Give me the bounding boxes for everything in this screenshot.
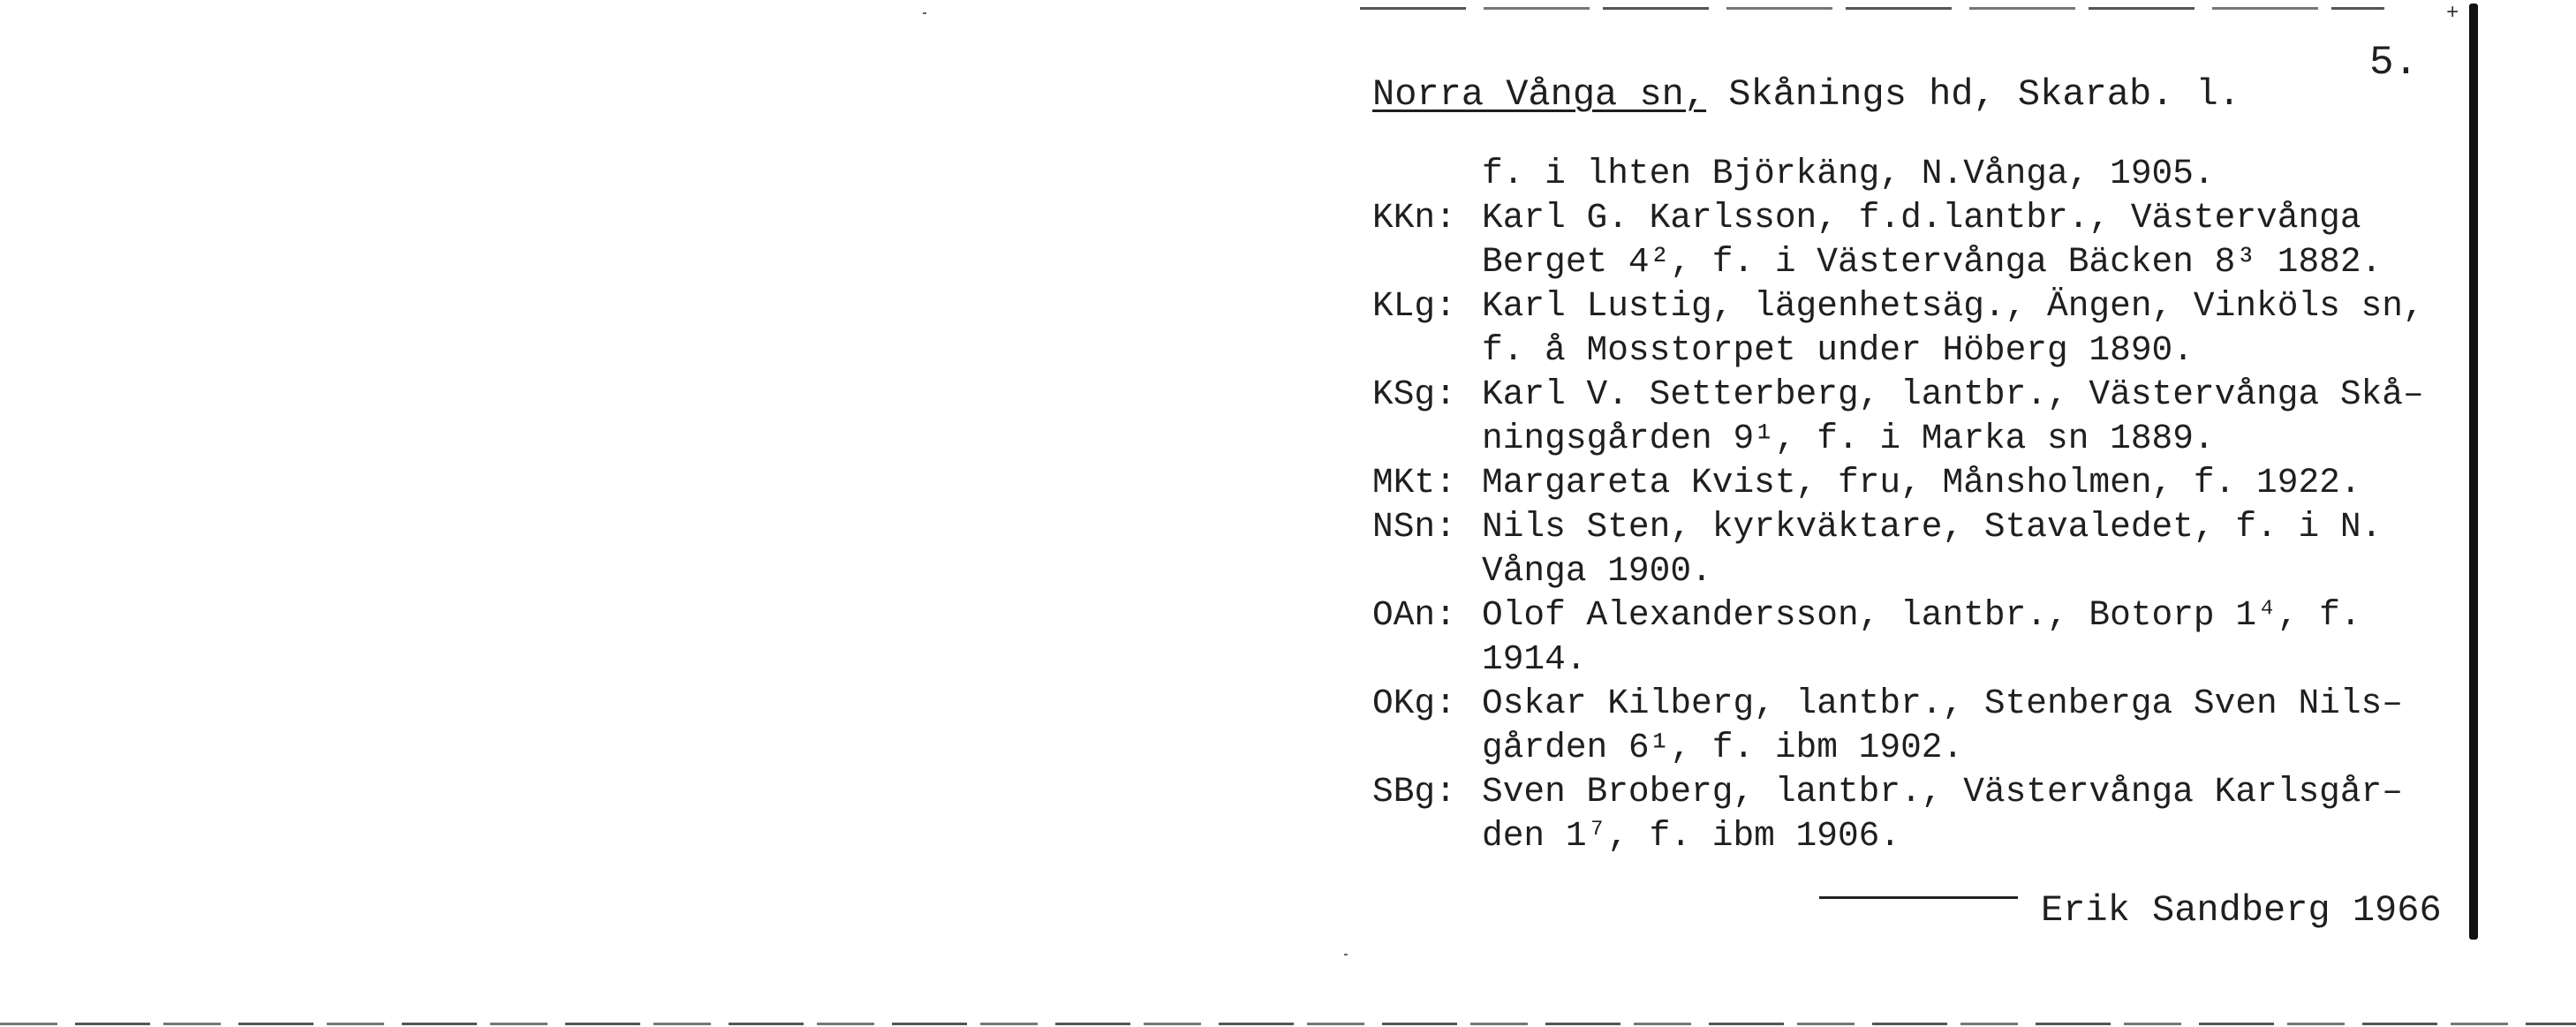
corner-mark: + [2446, 2, 2459, 26]
entry-line: f. å Mosstorpet under Höberg 1890. [1482, 330, 2194, 370]
list-item [1372, 284, 2467, 328]
entry-line: Karl Lustig, lägenhetsäg., Ängen, Vinköls sn, [1482, 286, 2424, 326]
list-item [1372, 373, 2467, 417]
list-item [1372, 593, 2467, 638]
entry-line: Margareta Kvist, fru, Månsholmen, f. 1922. [1482, 463, 2361, 502]
entry-abbreviation: NSn: [1372, 507, 1456, 547]
entry-line: Sven Broberg, lantbr., Västervånga Karlsgår– [1482, 772, 2403, 812]
scan-speck [1344, 954, 1348, 955]
signature-text: Erik Sandberg 1966 [2041, 889, 2442, 932]
list-item [1372, 505, 2467, 549]
index-card [1342, 0, 2482, 963]
list-item [1372, 152, 2467, 196]
list-item [1372, 196, 2467, 240]
list-item-continuation [1372, 549, 2467, 593]
entry-line: ningsgården 9¹, f. i Marka sn 1889. [1482, 419, 2215, 458]
list-item-continuation [1372, 726, 2467, 770]
entry-line: Berget 4², f. i Västervånga Bäcken 8³ 1882. [1482, 242, 2383, 282]
entry-abbreviation: MKt: [1372, 463, 1456, 502]
entry-line: gården 6¹, f. ibm 1902. [1482, 728, 1964, 767]
entry-line: f. i lhten Björkäng, N.Vånga, 1905. [1482, 154, 2215, 193]
entry-line: Oskar Kilberg, lantbr., Stenberga Sven Nils– [1482, 683, 2403, 723]
entry-line: Vånga 1900. [1482, 551, 1712, 591]
scan-speck [923, 12, 926, 14]
entry-abbreviation: KSg: [1372, 374, 1456, 414]
list-item-continuation [1372, 417, 2467, 461]
entry-line: 1914. [1482, 639, 1587, 679]
page-number: 5. [2369, 40, 2419, 86]
entry-abbreviation: KLg: [1372, 286, 1456, 326]
entry-line: Karl G. Karlsson, f.d.lantbr., Västervånga [1482, 198, 2361, 238]
entry-line: Karl V. Setterberg, lantbr., Västervånga Skå– [1482, 374, 2424, 414]
list-item-continuation [1372, 814, 2467, 858]
top-edge-rule [1360, 7, 2384, 10]
signature-line [1819, 889, 2442, 932]
entry-line: Olof Alexandersson, lantbr., Botorp 1⁴, f. [1482, 595, 2361, 635]
parish-name: Norra Vånga sn, [1372, 73, 1707, 116]
entry-abbreviation: KKn: [1372, 198, 1456, 238]
list-item-continuation [1372, 328, 2467, 373]
entry-abbreviation: OAn: [1372, 595, 1456, 635]
signature-dash [1819, 896, 2018, 899]
card-header [1372, 74, 2240, 115]
list-item-continuation [1372, 638, 2467, 682]
entry-line: Nils Sten, kyrkväktare, Stavaledet, f. i N. [1482, 507, 2383, 547]
right-edge-bar [2469, 4, 2478, 940]
list-item [1372, 461, 2467, 505]
entry-abbreviation: OKg: [1372, 683, 1456, 723]
district-text: Skånings hd, Skarab. l. [1706, 73, 2240, 116]
entry-line: den 1⁷, f. ibm 1906. [1482, 816, 1901, 856]
list-item [1372, 770, 2467, 814]
informant-list [1372, 152, 2467, 858]
list-item-continuation [1372, 240, 2467, 284]
entry-abbreviation: SBg: [1372, 772, 1456, 812]
list-item [1372, 682, 2467, 726]
bottom-edge-rule [0, 1023, 2576, 1025]
